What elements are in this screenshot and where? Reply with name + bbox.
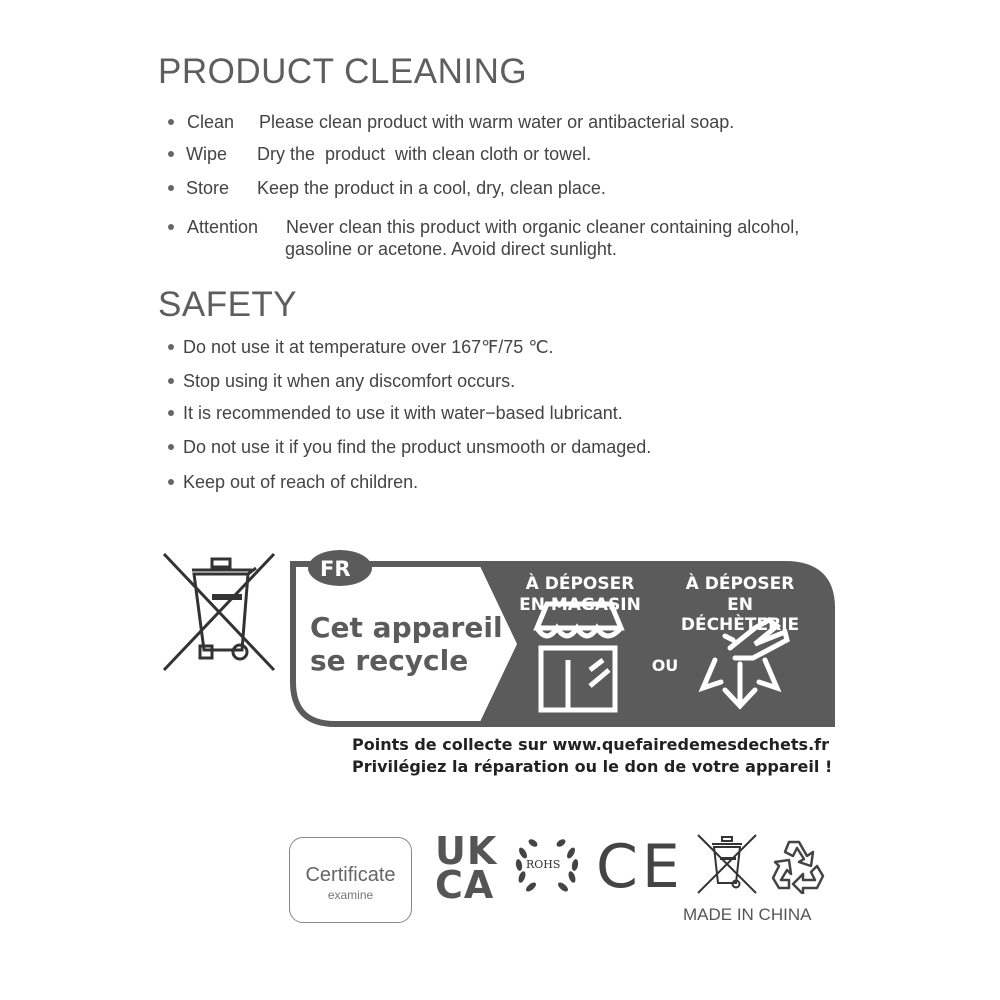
bullet-icon [168,344,174,350]
cleaning-label: Store [186,178,230,198]
cleaning-label: Wipe [186,144,228,164]
ce-mark: CE [596,832,684,902]
recycle-headline-1: Cet appareil [310,611,503,644]
bullet-icon [168,479,174,485]
dump-label-2: EN DÉCHÈTERIE [680,595,800,635]
certificate-title: Certificate [305,864,396,886]
made-in-label: MADE IN CHINA [683,905,812,924]
safety-text: It is recommended to use it with water−based lubricant. [183,403,623,423]
recycle-icon [767,836,829,894]
bullet-icon [168,119,174,125]
store-label-1: À DÉPOSER [525,574,635,594]
cleaning-text-line2: gasoline or acetone. Avoid direct sunlight. [285,239,617,259]
collect-line-1: Points de collecte sur www.quefairedemesdechets.fr [352,735,829,754]
bullet-icon [168,224,174,230]
cleaning-label: Clean [187,112,235,132]
bullet-icon [168,444,174,450]
ukca-mark [435,829,498,907]
cleaning-text: Please clean product with warm water or antibacterial soap. [259,112,735,132]
cleaning-title: PRODUCT CLEANING [158,52,528,91]
cleaning-text: Never clean this product with organic cleaner containing alcohol, [286,217,800,237]
country-badge: FR [320,557,351,581]
safety-text: Keep out of reach of children. [183,472,419,492]
bullet-icon [168,185,174,191]
store-label-2: EN MAGASIN [519,595,641,615]
cleaning-text: Dry the product with clean cloth or towel. [257,144,592,164]
certificate-badge [289,837,412,923]
cleaning-label: Attention [187,217,259,237]
certificate-subtitle: examine [327,888,374,902]
ukca-bottom: CA [435,863,495,907]
or-label: OU [651,656,679,675]
small-weee-bin-icon [696,833,758,895]
collect-line-2: Privilégiez la réparation ou le don de votre appareil ! [352,757,833,776]
safety-text: Do not use it if you find the product unsmooth or damaged. [183,437,652,457]
weee-bin-icon [160,550,280,675]
ukca-top: UK [435,829,498,873]
safety-text: Stop using it when any discomfort occurs. [183,371,516,391]
rohs-label: ROHS [526,858,561,871]
bullet-icon [168,410,174,416]
safety-title: SAFETY [158,285,298,324]
safety-text: Do not use it at temperature over 167℉/75 ℃. [183,337,554,357]
dump-label-1: À DÉPOSER [685,574,795,594]
cleaning-text: Keep the product in a cool, dry, clean place. [257,178,606,198]
bullet-icon [168,378,174,384]
bullet-icon [168,151,174,157]
recycle-headline-2: se recycle [310,644,469,677]
